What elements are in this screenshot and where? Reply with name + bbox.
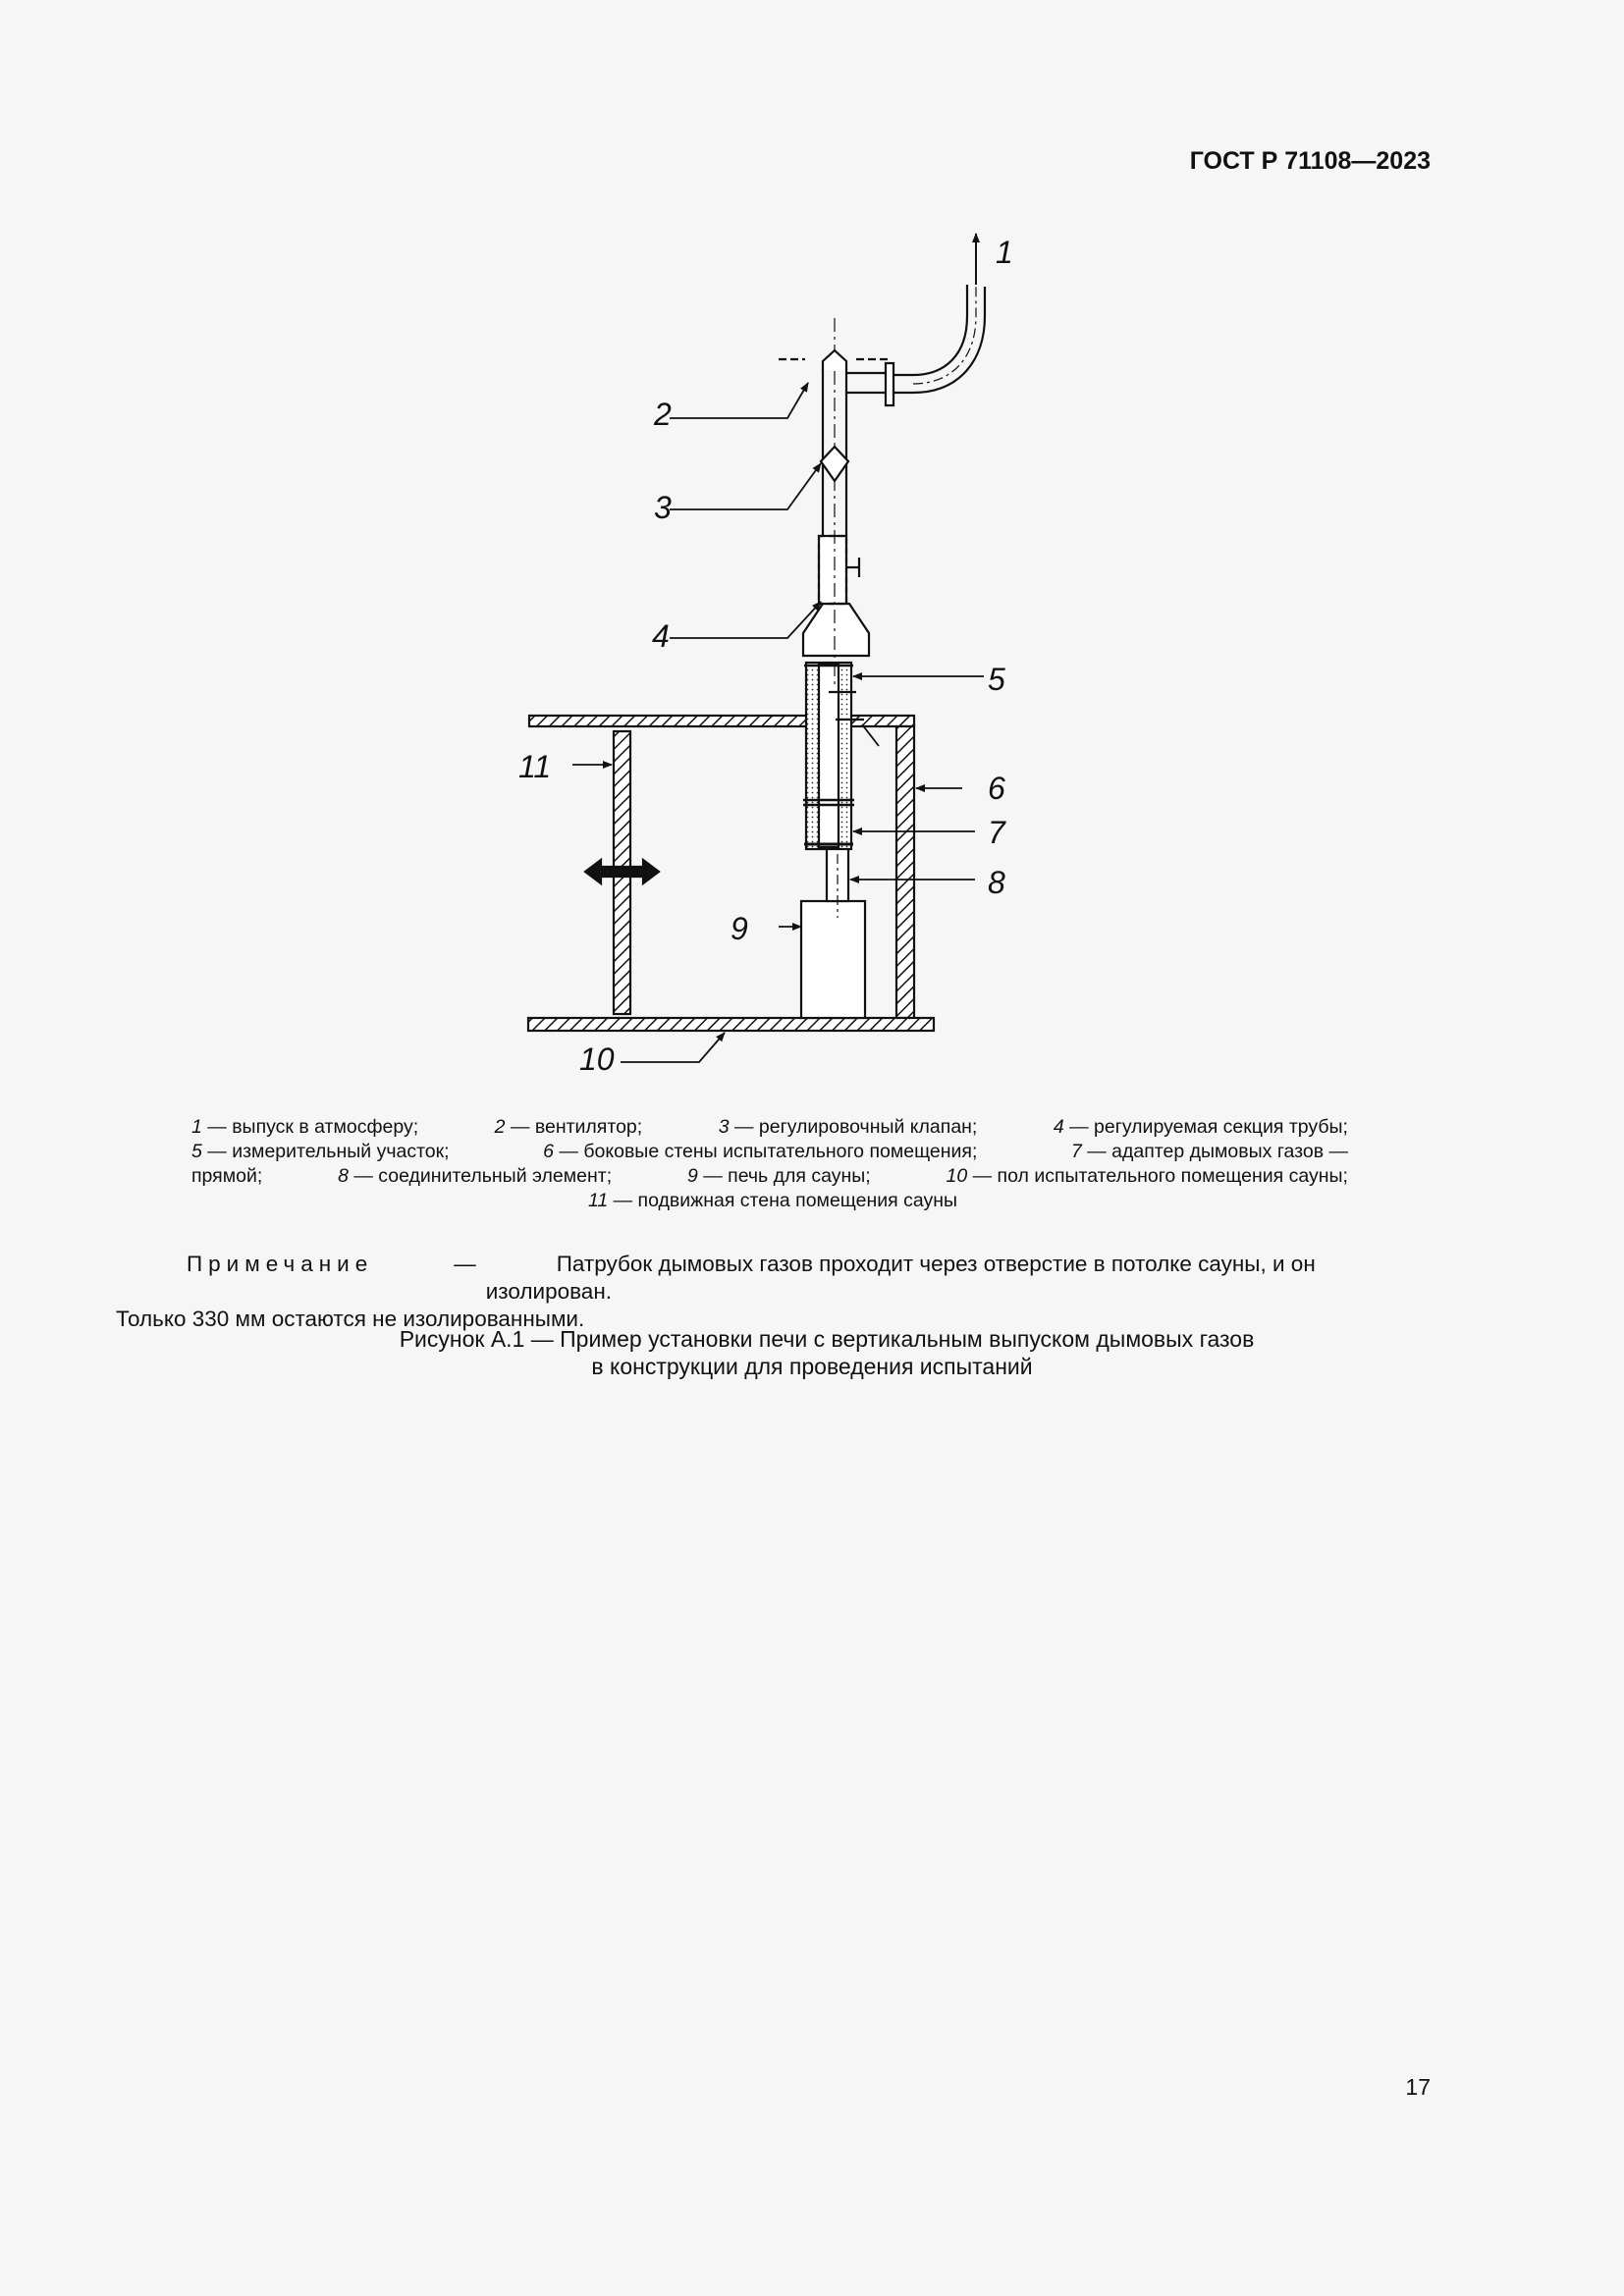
label-7: 7 [988, 815, 1005, 850]
label-8: 8 [988, 865, 1005, 900]
note-line-1 [116, 1251, 1432, 1306]
flange [886, 363, 893, 405]
figure-caption [0, 1325, 1624, 1380]
label-3: 3 [654, 490, 672, 525]
label-2: 2 [654, 397, 672, 432]
legend-line-2: 5 — измерительный участок; 6 — боковые стены испытательного помещения; 7 — адаптер дымовых газов — [191, 1141, 1348, 1162]
label-1: 1 [996, 235, 1013, 270]
outlet-pipe [913, 285, 967, 375]
note-block [116, 1251, 1432, 1333]
installation-diagram [0, 0, 1624, 1090]
label-6: 6 [988, 771, 1005, 806]
label-11: 11 [518, 749, 552, 784]
legend-line-3: прямой; 8 — соединительный элемент; 9 — печь для сауны; 10 — пол испытательного помещения сауны; [191, 1165, 1348, 1187]
control-valve [821, 447, 848, 481]
note-text-1: Патрубок дымовых газов проходит через отверстие в потолке сауны, и он изолирован. [485, 1252, 1316, 1304]
caption-line-2: в конструкции для проведения испытаний [591, 1354, 1033, 1379]
label-10: 10 [579, 1041, 615, 1077]
legend-line-4: 11 — подвижная стена помещения сауны [587, 1190, 958, 1211]
page-number: 17 [1405, 2074, 1431, 2100]
note-label: Примечание [187, 1252, 374, 1276]
callout-labels [518, 235, 1013, 1077]
label-9: 9 [731, 911, 748, 946]
figure-legend [191, 1115, 1354, 1213]
ceiling-slab [529, 716, 914, 726]
document-id: ГОСТ Р 71108—2023 [1189, 147, 1431, 175]
floor-slab [528, 1018, 934, 1031]
side-wall [896, 726, 914, 1018]
label-4: 4 [652, 618, 670, 654]
label-5: 5 [988, 662, 1005, 697]
note-dash: — [454, 1252, 476, 1276]
caption-line-1: Рисунок А.1 — Пример установки печи с вертикальным выпуском дымовых газов [399, 1326, 1255, 1352]
fan [823, 350, 846, 370]
connecting-pipe [827, 842, 848, 901]
note-text-2: Только 330 мм остаются не изолированными. [116, 1307, 585, 1331]
legend-line-1: 1 — выпуск в атмосферу; 2 — вентилятор; 3 — регулировочный клапан; 4 — регулируемая секция трубы; [191, 1116, 1348, 1138]
sauna-stove [801, 901, 865, 1018]
